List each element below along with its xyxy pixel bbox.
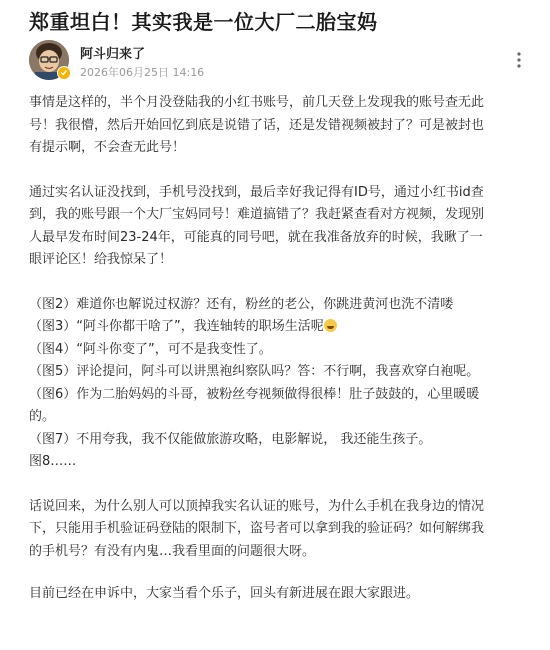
caption-fig3-text: （图3）“阿斗你都干啥了”，我连轴转的职场生活呢 <box>29 319 324 334</box>
text-line: 人最早发布时间23-24年，可能真的同号吧，就在我准备放弃的时候，我瞅了一 <box>29 229 483 245</box>
text-line: 到，我的账号跟一个大厂宝妈同号！难道搞错了？我赶紧查看对方视频，发现别 <box>29 207 485 222</box>
text-line: 有提示啊，不会查无此号！ <box>29 140 186 155</box>
text-line: 的手机号？有没有内鬼…我看里面的问题很大呀。 <box>29 543 316 559</box>
text-line: 号！我很懵，然后开始回忆到底是说错了话，还是发错视频被封了？可是被封也 <box>29 117 485 133</box>
post-timestamp: 2026年06月25日 14:16 <box>80 66 205 79</box>
text-line: 通过实名认证没找到，手机号没找到，最后幸好我记得有ID号，通过小红书id查 <box>29 184 484 200</box>
figure-captions <box>29 294 527 474</box>
article-title: 郑重坦白！其实我是一位大厂二胎宝妈 <box>29 10 378 34</box>
grin-emoji-icon <box>324 319 337 332</box>
more-options-button[interactable] <box>509 50 529 70</box>
caption-fig2: （图2）难道你也解说过权游？还有，粉丝的老公，你跳进黄河也洗不清喽 <box>29 296 454 312</box>
caption-fig4: （图4）“阿斗你变了”，可不是我变性了。 <box>29 341 272 357</box>
text-line: 事情是这样的，半个月没登陆我的小红书账号，前几天登上发现我的账号查无此 <box>29 95 485 110</box>
author-name[interactable]: 阿斗归来了 <box>80 47 146 62</box>
text-line: 眼评论区！给我惊呆了！ <box>29 252 173 267</box>
article-body <box>29 92 527 606</box>
more-vertical-icon <box>509 50 529 70</box>
verified-badge-icon <box>57 66 71 80</box>
text-line: 下，只能用手机验证码登陆的限制下，盗号者可以拿到我的验证码？如何解绑我 <box>29 521 485 536</box>
caption-fig6-line1: （图6）作为二胎妈妈的斗哥，被粉丝夸视频做得很棒！肚子鼓鼓的，心里暖暖 <box>29 386 480 402</box>
caption-fig5: （图5）评论提问，阿斗可以讲黑袍纠察队吗？答：不行啊，我喜欢穿白袍呢。 <box>29 364 480 379</box>
caption-fig3 <box>29 316 527 339</box>
caption-fig6-line2: 的。 <box>29 409 56 424</box>
paragraph-questions <box>29 496 527 564</box>
paragraph-intro <box>29 92 527 160</box>
caption-fig8: 图8…… <box>29 454 77 469</box>
paragraph-conclusion: 目前已经在申诉中，大家当看个乐子，回头有新进展在跟大家跟进。 <box>29 586 420 601</box>
text-line: 话说回来，为什么别人可以顶掉我实名认证的账号，为什么手机在我身边的情况 <box>29 498 485 514</box>
caption-fig7: （图7）不用夸我，我不仅能做旅游攻略，电影解说， 我还能生孩子。 <box>29 431 432 447</box>
author-row <box>29 40 529 84</box>
paragraph-discovery <box>29 182 527 272</box>
